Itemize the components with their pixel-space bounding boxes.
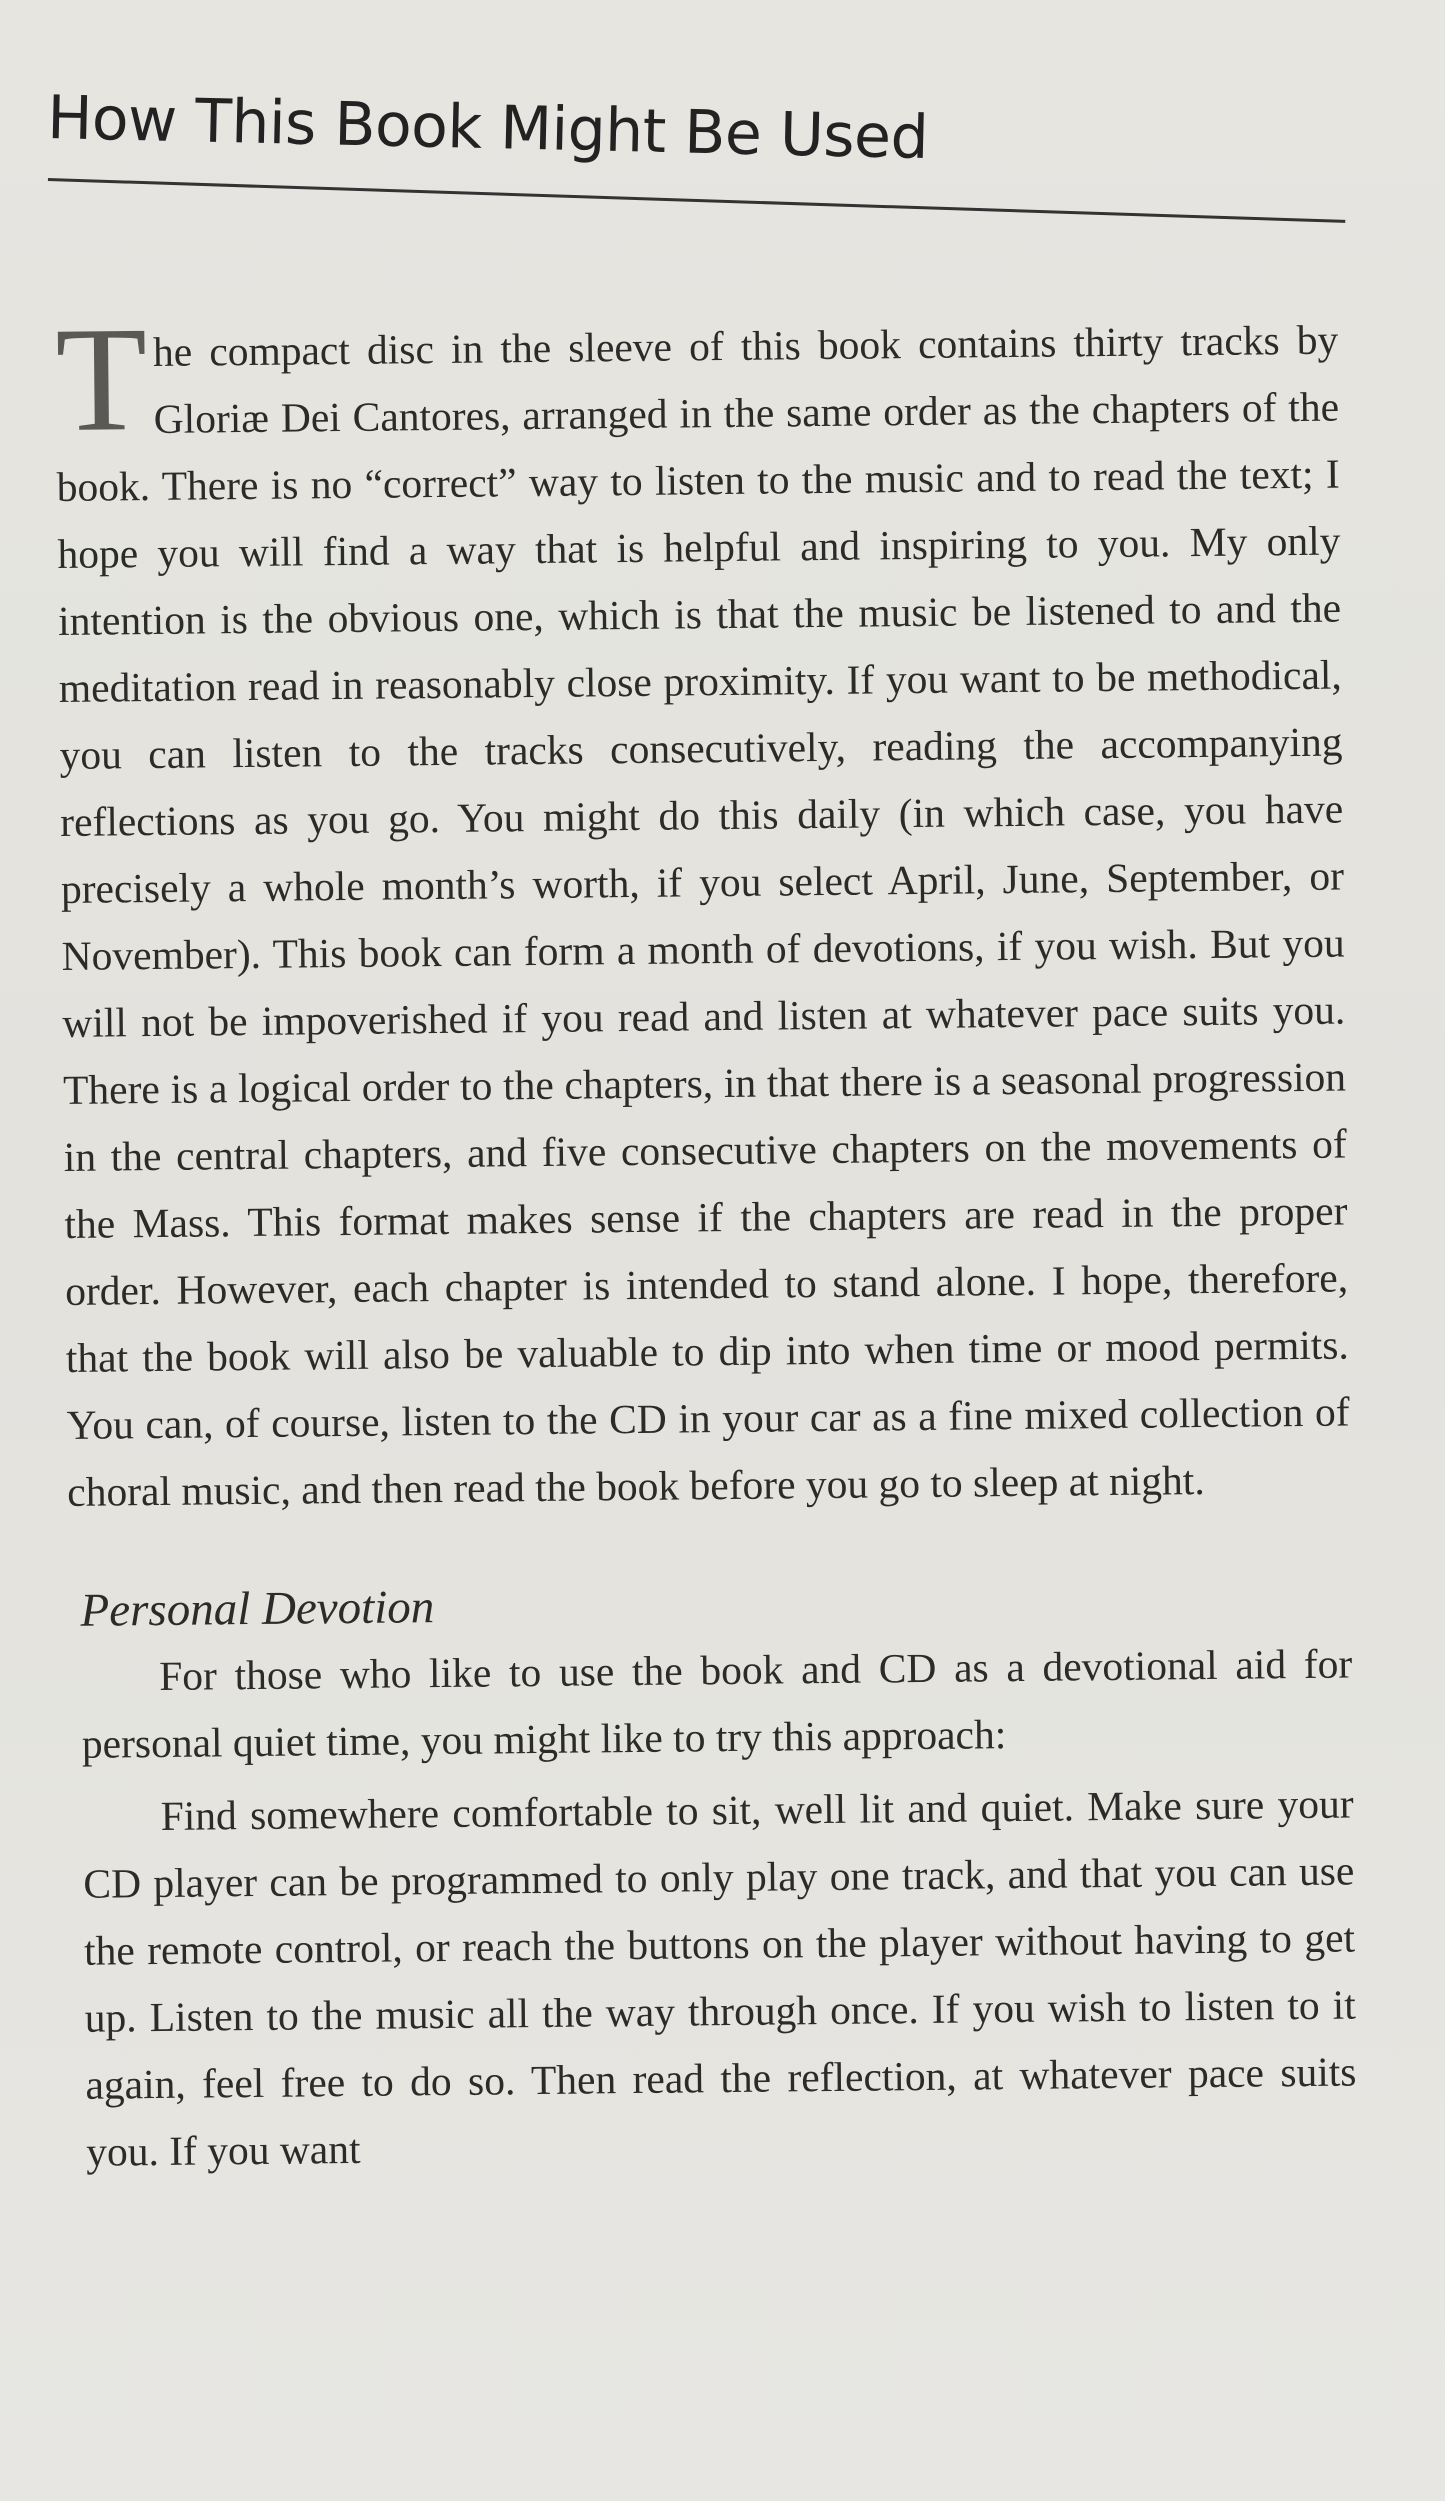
- heading-rule: [48, 178, 1345, 223]
- intro-text: he compact disc in the sleeve of this book contains thirty tracks by Gloriæ Dei Cantores, arranged in the same order as the chapters of the book. There is no “correct” way to listen to the music and to read the text; I hope you will find a way that is helpful and inspiring to you. My only intention is the obvious one, which is that the music be listened to and the meditation read in reasonably close proximity. If you want to be methodical, you can listen to the tracks consecutively, reading the accompanying reflections as you go. You might do this daily (in which case, you have precisely a whole month’s worth, if you select April, June, September, or November). This book can form a month of devotions, if you wish. But you will not be impoverished if you read and listen at whatever pace suits you. There is a logical order to the chapters, in that there is a seasonal progression in the central chapters, and five consecutive chapters on the movements of the Mass. This format makes sense if the chapters are read in the proper order. However, each chapter is intended to stand alone. I hope, therefore, that the book will also be valuable to dip into when time or mood permits. You can, of course, listen to the CD in your car as a fine mixed collection of choral music, and then read the book before you go to sleep at night.: [56, 316, 1350, 1515]
- section-paragraph: Find somewhere comfortable to sit, well lit and quiet. Make sure your CD player can be programmed to only play one track, and that you can use the remote control, or reach the buttons on the player without having to get up. Listen to the music all the way through once. If you wish to listen to it again, feel free to do so. Then read the reflection, at whatever pace suits you. If you want: [83, 1780, 1357, 2175]
- section-title: Personal Devotion: [80, 1581, 435, 1637]
- body-text: [54, 296, 1357, 2186]
- intro-paragraph: [54, 296, 1351, 1526]
- section-paragraph: For those who like to use the book and CD as a devotional aid for personal quiet time, you might like to try this approach:: [81, 1640, 1353, 1767]
- drop-cap: T: [54, 296, 149, 463]
- page-heading: How This Book Might Be Used: [46, 83, 929, 173]
